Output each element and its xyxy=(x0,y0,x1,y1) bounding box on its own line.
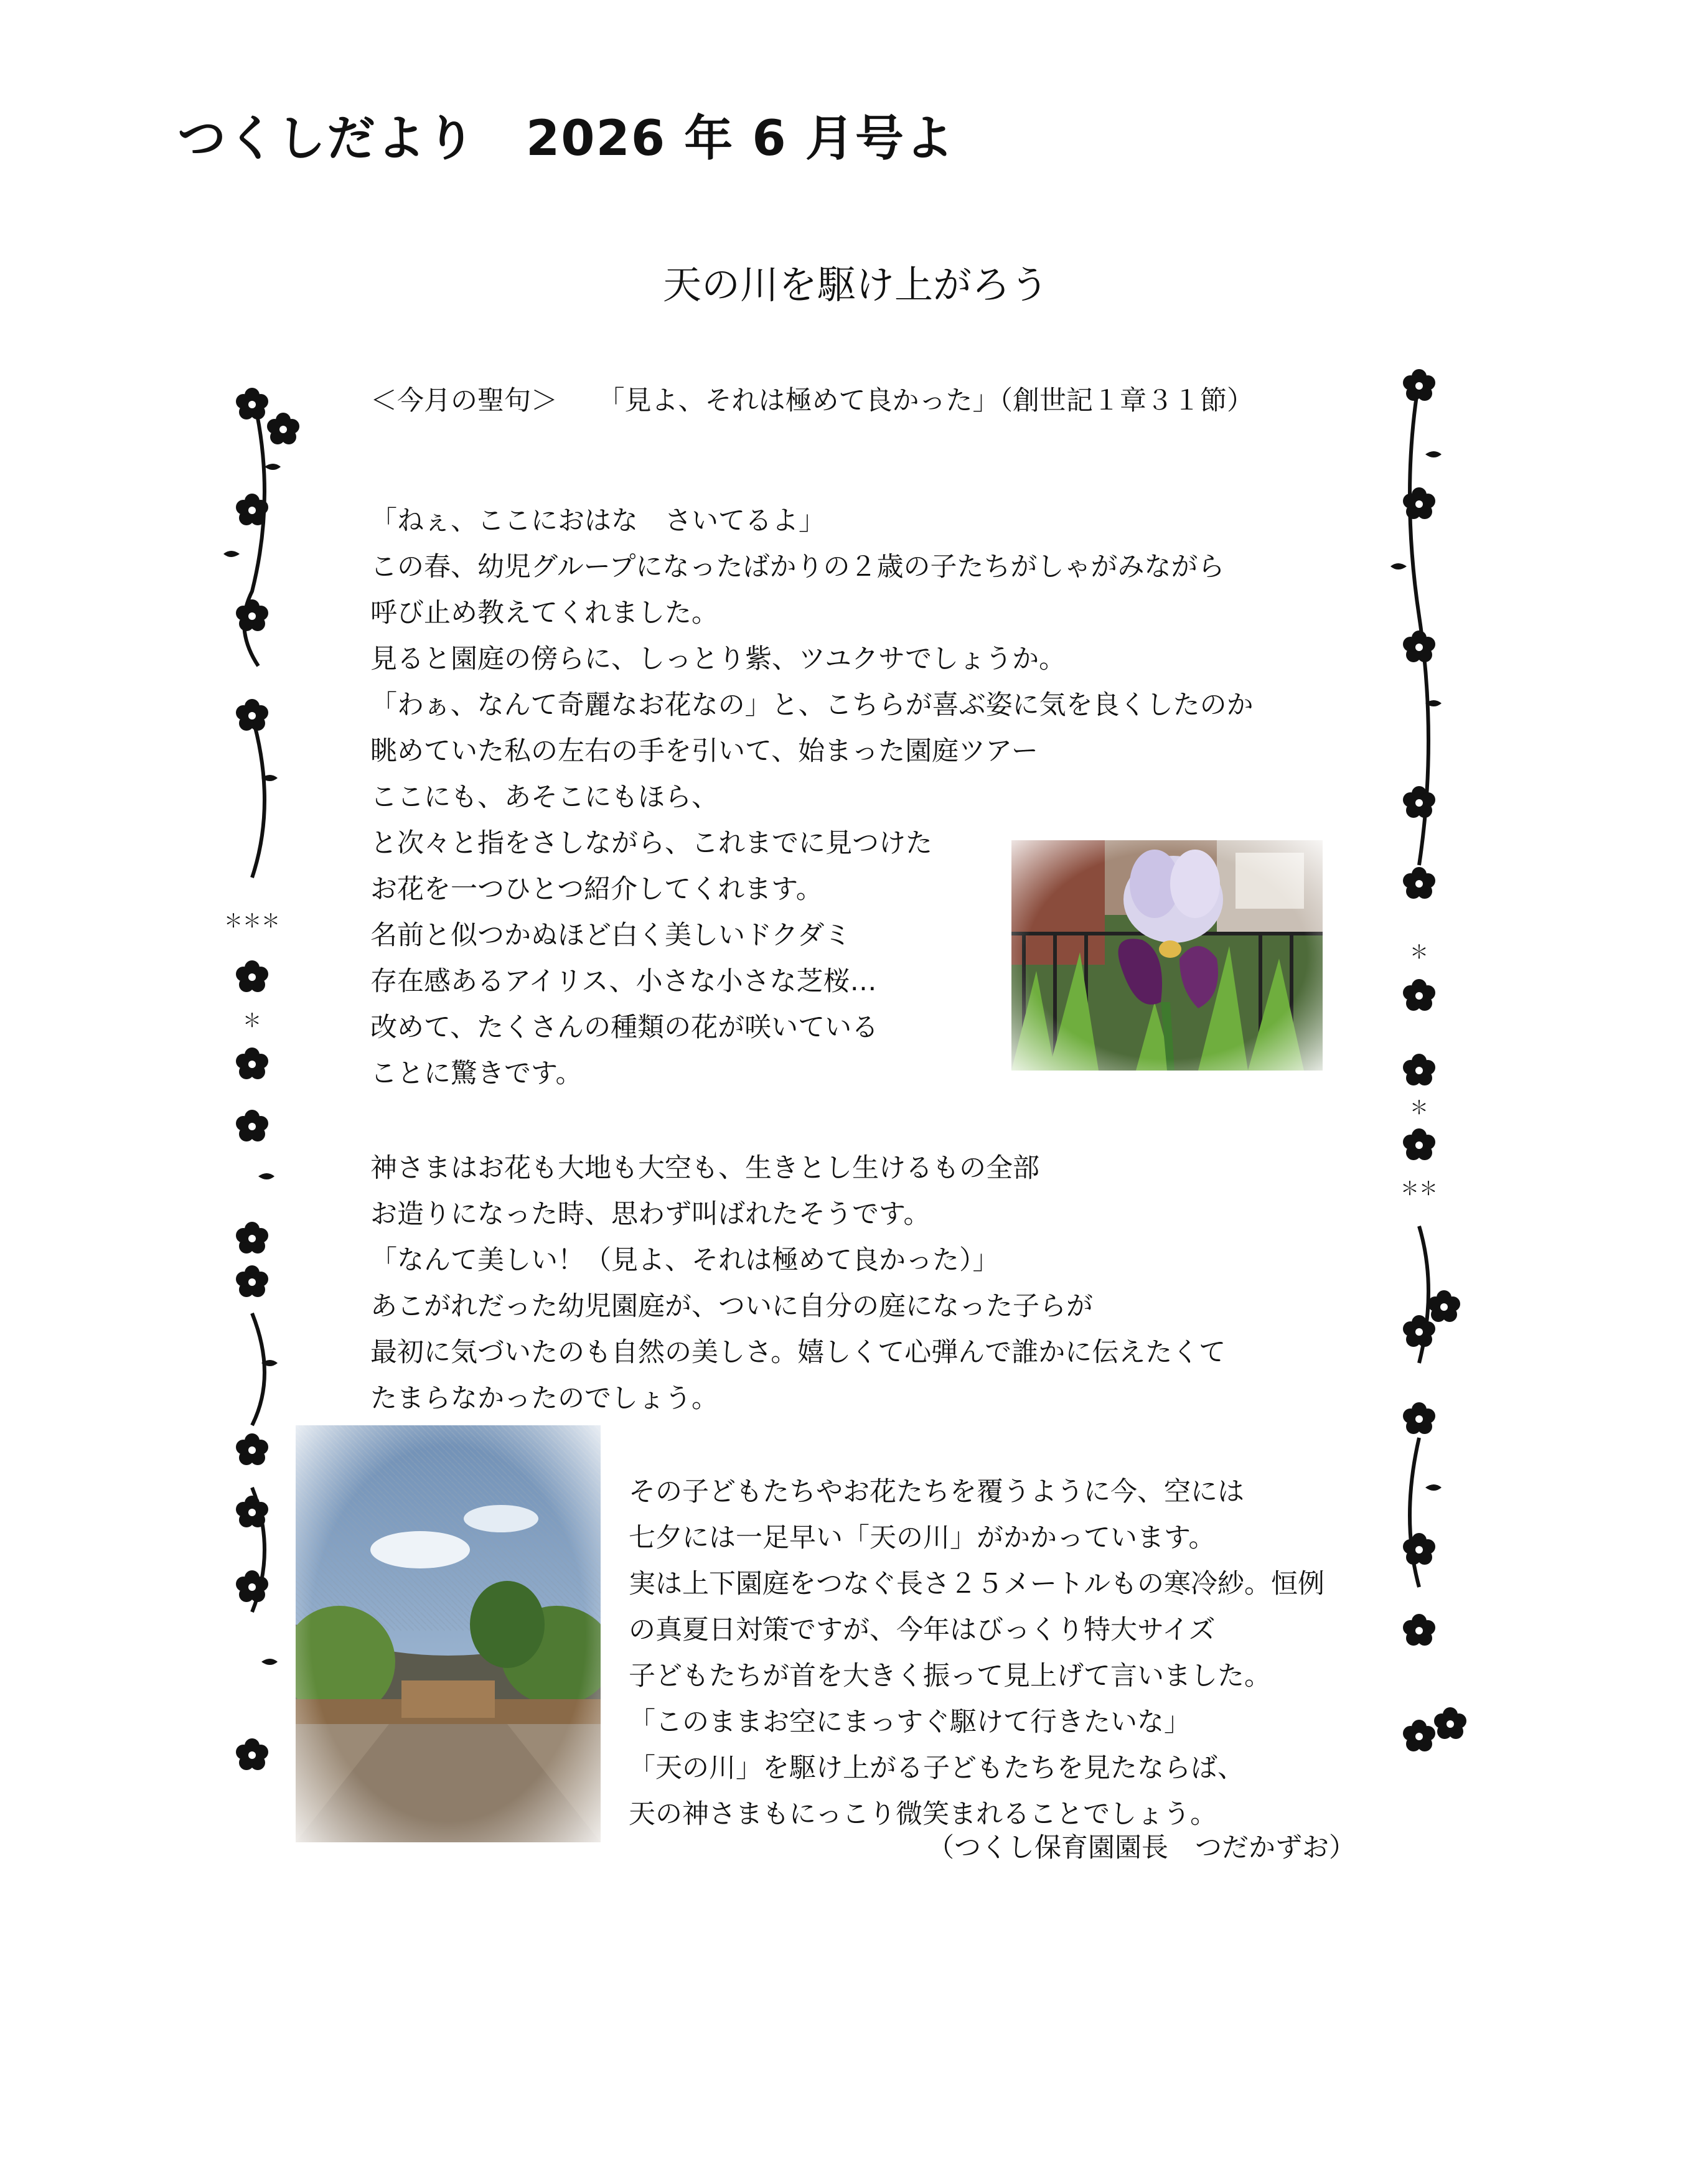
verse-label: ＜今月の聖句＞ xyxy=(370,385,558,416)
paragraph-line: この春、幼児グループになったばかりの２歳の子たちがしゃがみながら xyxy=(370,551,1225,583)
paragraph-two xyxy=(370,1145,1226,1422)
paragraph-line: その子どもたちやお花たちを覆うように今、空には xyxy=(629,1476,1244,1507)
paragraph-line: 「なんて美しい！（見よ、それは極めて良かった）」 xyxy=(370,1245,1000,1276)
paragraph-line: 存在感あるアイリス、小さな小さな芝桜… xyxy=(370,966,877,997)
svg-text:＊: ＊ xyxy=(243,1010,261,1032)
svg-text:＊: ＊ xyxy=(1410,1097,1428,1119)
paragraph-line: 「このままお空にまっすぐ駆けて行きたいな」 xyxy=(629,1707,1191,1738)
paragraph-line: 「ねぇ、ここにおはな さいてるよ」 xyxy=(370,505,825,537)
paragraph-line: と次々と指をさしながら、これまでに見つけた xyxy=(370,828,932,859)
paragraph-line: お花を一つひとつ紹介してくれます。 xyxy=(370,874,823,905)
paragraph-line: 呼び止め教えてくれました。 xyxy=(370,598,718,629)
monthly-verse xyxy=(370,380,1254,418)
paragraph-line: 「わぁ、なんて奇麗なお花なの」と、こちらが喜ぶ姿に気を良くしたのか xyxy=(370,690,1254,721)
paragraph-line: 「天の川」を駆け上がる子どもたちを見たならば、 xyxy=(629,1753,1244,1784)
paragraph-line: ことに驚きです。 xyxy=(370,1058,583,1089)
author-signature: （つくし保育園園長 つだかずお） xyxy=(927,1832,1356,1863)
paragraph-line: お造りになった時、思わず叫ばれたそうです。 xyxy=(370,1199,931,1230)
paragraph-line: たまらなかったのでしょう。 xyxy=(370,1383,718,1414)
svg-text:＊: ＊ xyxy=(1410,942,1428,963)
svg-text:＊＊＊: ＊＊＊ xyxy=(224,911,280,932)
paragraph-line: 改めて、たくさんの種類の花が咲いている xyxy=(370,1012,879,1043)
paragraph-line: 見ると園庭の傍らに、しっとり紫、ツユクサでしょうか。 xyxy=(370,644,1066,675)
paragraph-three xyxy=(629,1469,1325,1837)
paragraph-line: 子どもたちが首を大きく振って見上げて言いました。 xyxy=(629,1661,1271,1692)
paragraph-line: あこがれだった幼児園庭が、ついに自分の庭になった子らが xyxy=(370,1291,1093,1322)
svg-text:＊＊: ＊＊ xyxy=(1400,1178,1438,1200)
paragraph-line: の真夏日対策ですが、今年はびっくり特大サイズ xyxy=(629,1615,1216,1646)
paragraph-line: 名前と似つかぬほど白く美しいドクダミ xyxy=(370,920,851,951)
newsletter-header-title: つくしだより 2026 年 6 月号よ xyxy=(177,111,955,167)
paragraph-line: 神さまはお花も大地も大空も、生きとし生けるもの全部 xyxy=(370,1153,1039,1184)
floral-border-left xyxy=(215,367,321,1786)
verse-text: 「見よ、それは極めて良かった」（創世記１章３１節） xyxy=(611,385,1254,416)
article-title: 天の川を駆け上がろう xyxy=(663,262,1049,307)
paragraph-line: 眺めていた私の左右の手を引いて、始まった園庭ツアー xyxy=(370,736,1038,767)
shade-net-photo xyxy=(296,1425,601,1842)
paragraph-line: ここにも、あそこにもほら、 xyxy=(370,782,718,813)
floral-border-right xyxy=(1376,367,1481,1786)
paragraph-line: 実は上下園庭をつなぐ長さ２５メートルもの寒冷紗。恒例 xyxy=(629,1568,1325,1600)
paragraph-line: 最初に気づいたのも自然の美しさ。嬉しくて心弾んで誰かに伝えたくて xyxy=(370,1337,1226,1368)
iris-photo xyxy=(1011,840,1323,1071)
paragraph-line: 七夕には一足早い「天の川」がかかっています。 xyxy=(629,1522,1216,1554)
paragraph-line: 天の神さまもにっこり微笑まれることでしょう。 xyxy=(629,1799,1217,1830)
